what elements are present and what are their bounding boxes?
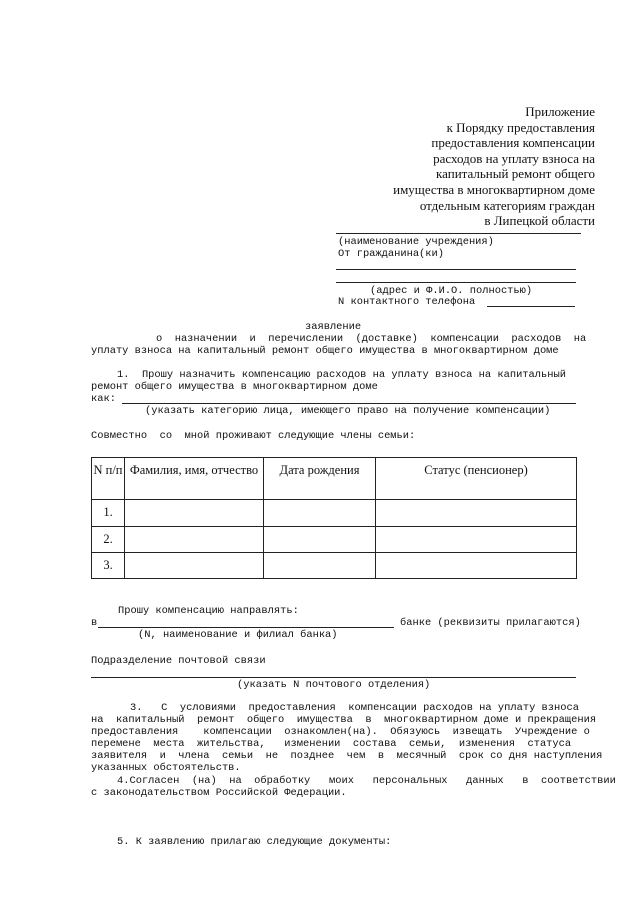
address-line[interactable]	[336, 282, 576, 283]
appendix-block	[295, 104, 595, 229]
institution-hint: (наименование учреждения)	[338, 236, 494, 248]
post-office-line[interactable]	[91, 677, 576, 678]
as-label: как:	[91, 393, 116, 405]
bank-hint: (N, наименование и филиал банка)	[138, 629, 338, 641]
birth-cell[interactable]	[264, 526, 376, 552]
document-title: заявление	[305, 321, 362, 333]
birth-cell[interactable]	[264, 500, 376, 526]
row-number: 1.	[92, 500, 125, 526]
table-row	[92, 500, 577, 526]
from-label: От гражданина(ки)	[338, 248, 445, 260]
name-cell[interactable]	[125, 526, 264, 552]
section3-text: 3. С условиями предоставления компенсации расходов на уплату взноса	[130, 702, 579, 714]
table-row	[92, 552, 577, 578]
section3-text: указанных обстоятельств.	[91, 762, 241, 774]
phone-label: N контактного телефона	[338, 296, 476, 308]
row-number: 2.	[92, 526, 125, 552]
section1-text: 1. Прошу назначить компенсацию расходов на уплату взноса на капитальный	[117, 369, 566, 381]
section4-text: 4.Согласен (на) на обработку моих персональных данных в соответствии	[117, 775, 616, 787]
column-header-status: Статус (пенсионер)	[376, 458, 577, 500]
appendix-line: имущества в многоквартирном доме	[393, 181, 595, 197]
post-office-label: Подразделение почтовой связи	[91, 655, 266, 667]
column-header-name: Фамилия, имя, отчество	[125, 458, 264, 500]
appendix-line: капитальный ремонт общего	[436, 166, 595, 182]
family-table	[91, 457, 577, 579]
appendix-line: отдельным категориям граждан	[419, 197, 595, 213]
birth-cell[interactable]	[264, 552, 376, 578]
bank-line[interactable]	[98, 627, 394, 628]
document-subtitle-line: о назначении и перечислении (доставке) компенсации расходов на	[156, 333, 587, 345]
column-header-number: N п/п	[92, 458, 125, 500]
status-cell[interactable]	[376, 500, 577, 526]
address-hint: (адрес и Ф.И.О. полностью)	[370, 285, 533, 297]
phone-field-line[interactable]	[487, 306, 575, 307]
family-intro: Совместно со мной проживают следующие члены семьи:	[91, 430, 416, 442]
appendix-line: в Липецкой области	[484, 213, 595, 229]
section1-text: ремонт общего имущества в многоквартирном доме	[91, 381, 378, 393]
appendix-line: расходов на уплату взноса на	[433, 150, 595, 166]
name-cell[interactable]	[125, 552, 264, 578]
appendix-line: предоставления компенсации	[431, 135, 595, 151]
from-name-line[interactable]	[336, 269, 576, 270]
category-line[interactable]	[122, 403, 576, 404]
section3-text: предоставления компенсации ознакомлен(на). Обязуюсь извещать Учреждение о	[91, 726, 590, 738]
appendix-line: Приложение	[525, 104, 595, 119]
payment-request: Прошу компенсацию направлять:	[118, 605, 299, 617]
section4-text: с законодательством Российской Федерации.	[91, 787, 347, 799]
row-number: 3.	[92, 552, 125, 578]
section3-text: на капитальный ремонт общего имущества в многоквартирном доме и прекращения	[91, 714, 597, 726]
section3-text: заявителя и члена семьи не позднее чем в месячный срок со дня наступления	[91, 750, 603, 762]
section3-text: перемене места жительства, изменении состава семьи, изменения статуса	[91, 738, 572, 750]
appendix-line: к Порядку предоставления	[446, 119, 595, 135]
status-cell[interactable]	[376, 552, 577, 578]
institution-line[interactable]	[336, 233, 581, 234]
section5-text: 5. К заявлению прилагаю следующие документы:	[117, 836, 392, 848]
name-cell[interactable]	[125, 500, 264, 526]
table-row	[92, 526, 577, 552]
bank-prefix: в	[91, 617, 98, 629]
column-header-birth: Дата рождения	[264, 458, 376, 500]
category-hint: (указать категорию лица, имеющего право на получение компенсации)	[145, 405, 551, 417]
post-office-hint: (указать N почтового отделения)	[237, 679, 431, 691]
document-subtitle-line: уплату взноса на капитальный ремонт общего имущества в многоквартирном доме	[91, 345, 559, 357]
status-cell[interactable]	[376, 526, 577, 552]
bank-suffix: банке (реквизиты прилагаются)	[400, 617, 581, 629]
table-header-row	[92, 458, 577, 500]
